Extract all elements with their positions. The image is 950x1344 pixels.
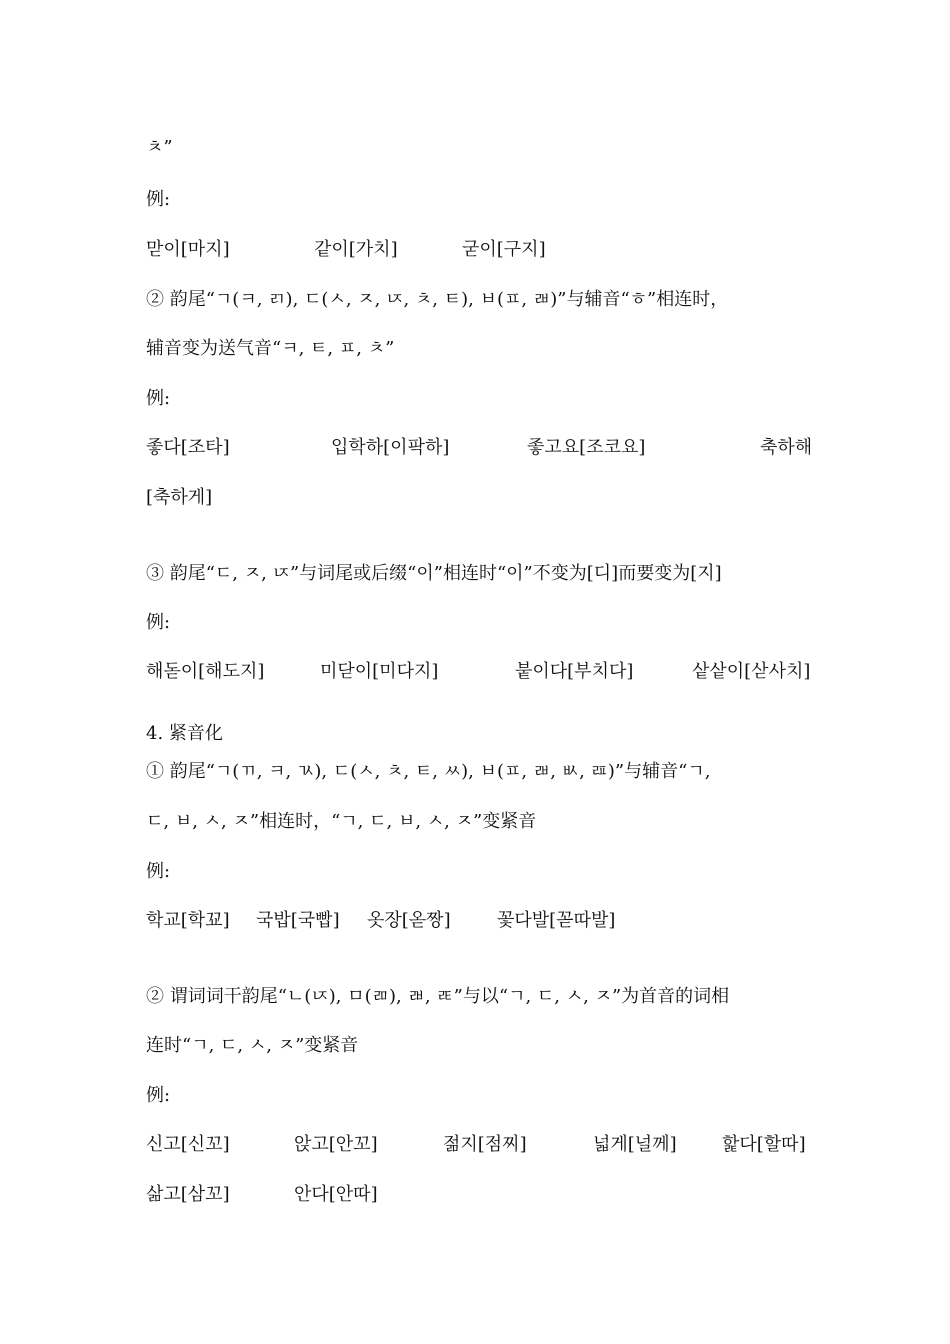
example-item: 앉고[안꼬] [294,1134,378,1155]
example-item: 미닫이[미다지] [320,661,439,682]
example-item: 안다[안따] [294,1184,378,1205]
example-item: 젊지[점찌] [443,1134,527,1155]
example-item: 붙이다[부치다] [515,661,634,682]
example-item: 해돋이[해도지] [146,661,265,682]
rule-text: ㄷ, ㅂ, ㅅ, ㅈ”相连时，“ㄱ, ㄷ, ㅂ, ㅅ, ㅈ”变紧音 [146,811,537,832]
example-label: 例: [146,612,171,633]
example-label: 例: [146,388,171,409]
example-item: 꽃다발[꼳따발] [497,910,616,931]
rule-text: ① 韵尾“ㄱ(ㄲ, ㅋ, ㄳ), ㄷ(ㅅ, ㅊ, ㅌ, ㅆ), ㅂ(ㅍ, ㄼ, ㅄ, ㄿ)”与辅音“ㄱ, [146,761,711,782]
rule-text: ② 韵尾“ㄱ(ㅋ, ㄺ), ㄷ(ㅅ, ㅈ, ㄵ, ㅊ, ㅌ), ㅂ(ㅍ, ㄼ)”与辅音“ㅎ”相连时， [146,289,729,310]
example-item: 같이[가치] [314,239,398,260]
rule-text: ② 谓词词干韵尾“ㄴ(ㄵ), ㅁ(ㄻ), ㄼ, ㄾ”与以“ㄱ, ㄷ, ㅅ, ㅈ”为首音的词相 [146,986,730,1007]
example-item: 맏이[마지] [146,239,230,260]
example-item: 좋다[조타] [146,437,230,458]
example-item: 국밥[국빱] [256,910,340,931]
example-item: 넓게[널께] [593,1134,677,1155]
example-item: 학교[학꾜] [146,910,230,931]
example-item: 옷장[옫짱] [367,910,451,931]
example-item: 굳이[구지] [462,239,546,260]
example-item: 좋고요[조코요] [527,437,646,458]
example-item: 삶고[삼꼬] [146,1184,230,1205]
example-item: 신고[신꼬] [146,1134,230,1155]
example-item: 입학하[이팍하] [331,437,450,458]
text-line: ㅊ” [146,137,173,158]
example-item: [축하게] [146,487,213,508]
rule-text: 连时“ㄱ, ㄷ, ㅅ, ㅈ”变紧音 [146,1035,359,1056]
rule-text: ③ 韵尾“ㄷ, ㅈ, ㄵ”与词尾或后缀“이”相连时“이”不变为[디]而要变为[지] [146,563,722,584]
example-label: 例: [146,1085,171,1106]
example-item: 축하해 [760,437,813,458]
example-item: 핥다[할따] [722,1134,806,1155]
section-heading: 4. 紧音化 [146,723,223,744]
example-item: 샅샅이[삳사치] [692,661,811,682]
example-label: 例: [146,189,171,210]
example-label: 例: [146,861,171,882]
rule-text: 辅音变为送气音“ㅋ, ㅌ, ㅍ, ㅊ” [146,338,395,359]
